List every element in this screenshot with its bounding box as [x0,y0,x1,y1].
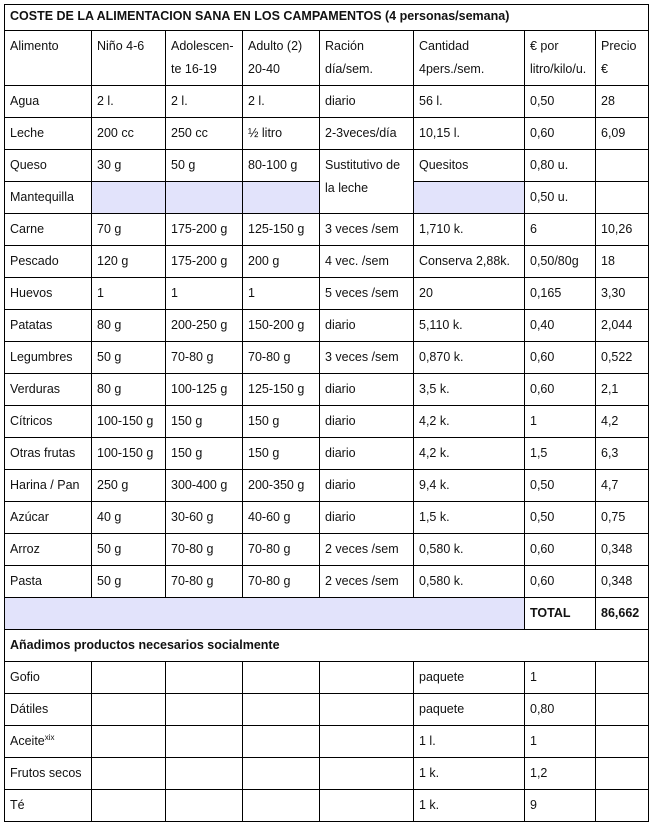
cell-alimento: Cítricos [5,406,92,438]
cell-racion: diario [320,374,414,406]
empty-cell [596,694,649,726]
cell-racion: diario [320,502,414,534]
cell-precio: 4,2 [596,406,649,438]
cell-unit: 0,60 [525,374,596,406]
cell-unit: 0,60 [525,342,596,374]
empty-cell [596,758,649,790]
empty-cell [92,758,166,790]
cell-nino: 50 g [92,534,166,566]
cell-cantidad: 0,580 k. [414,566,525,598]
table-row [5,470,649,502]
cell-adulto [243,182,320,214]
cell-nino: 200 cc [92,118,166,150]
cell-nino: 2 l. [92,86,166,118]
cell-alimento: Patatas [5,310,92,342]
cell-racion: Sustitutivo de la leche [320,150,414,214]
cell-racion: 2-3veces/día [320,118,414,150]
cell-unit: 1 [525,726,596,758]
cell-precio [596,182,649,214]
empty-cell [243,726,320,758]
cell-cantidad: 1,5 k. [414,502,525,534]
cell-alimento-label: Gofio [10,670,40,684]
cell-adulto: 150-200 g [243,310,320,342]
empty-cell [320,694,414,726]
cell-racion: 3 veces /sem [320,342,414,374]
cell-adol: 200-250 g [166,310,243,342]
cell-alimento: Queso [5,150,92,182]
cell-cantidad: 56 l. [414,86,525,118]
cell-alimento: Arroz [5,534,92,566]
cell-nino [92,182,166,214]
footnote-marker: xix [44,732,55,742]
table-row [5,342,649,374]
cell-cantidad: 0,580 k. [414,534,525,566]
cell-alimento [5,726,92,758]
empty-cell [92,790,166,822]
cell-precio: 0,348 [596,534,649,566]
cell-cantidad: 3,5 k. [414,374,525,406]
table-row [5,150,649,182]
cell-unit: 0,80 [525,694,596,726]
cell-adol: 175-200 g [166,214,243,246]
total-value: 86,662 [596,598,649,630]
cell-precio: 2,1 [596,374,649,406]
cell-nino: 120 g [92,246,166,278]
cell-precio: 3,30 [596,278,649,310]
cell-nino: 70 g [92,214,166,246]
cell-precio: 6,09 [596,118,649,150]
cell-precio: 6,3 [596,438,649,470]
cell-adulto: 150 g [243,438,320,470]
column-header: Adolescen-te 16-19 [166,31,243,86]
cell-unit: 0,60 [525,566,596,598]
total-label: TOTAL [525,598,596,630]
empty-cell [320,662,414,694]
cell-unit: 0,50 u. [525,182,596,214]
cell-adol: 300-400 g [166,470,243,502]
cell-nino: 80 g [92,374,166,406]
cell-alimento [5,790,92,822]
empty-cell [320,758,414,790]
cell-unit: 0,50/80g [525,246,596,278]
empty-cell [596,726,649,758]
table-row [5,86,649,118]
cell-alimento [5,694,92,726]
cell-alimento: Leche [5,118,92,150]
column-header: Precio € [596,31,649,86]
cell-alimento: Harina / Pan [5,470,92,502]
cell-alimento [5,758,92,790]
cell-adulto: 70-80 g [243,566,320,598]
cell-nino: 50 g [92,566,166,598]
cell-unit: 0,165 [525,278,596,310]
cell-alimento: Pasta [5,566,92,598]
empty-cell [596,790,649,822]
social-row [5,758,649,790]
cell-adulto: 1 [243,278,320,310]
social-row [5,694,649,726]
cell-adol: 175-200 g [166,246,243,278]
empty-cell [243,790,320,822]
empty-cell [243,758,320,790]
cell-adol: 250 cc [166,118,243,150]
cell-cantidad: 1 k. [414,790,525,822]
empty-cell [166,694,243,726]
cell-alimento-label: Aceite [10,734,45,748]
cell-alimento: Legumbres [5,342,92,374]
table-row [5,566,649,598]
cell-nino: 40 g [92,502,166,534]
table-row [5,406,649,438]
social-title-row [5,630,649,662]
table-row [5,534,649,566]
cell-adol: 100-125 g [166,374,243,406]
cell-nino: 80 g [92,310,166,342]
cell-adulto: 125-150 g [243,374,320,406]
cell-racion: diario [320,438,414,470]
empty-cell [243,662,320,694]
cell-cantidad: 4,2 k. [414,406,525,438]
cell-precio: 0,348 [596,566,649,598]
cell-cantidad: 1 k. [414,758,525,790]
cell-precio: 28 [596,86,649,118]
cell-racion: 5 veces /sem [320,278,414,310]
food-cost-table [4,4,649,822]
empty-cell [166,662,243,694]
cell-nino: 30 g [92,150,166,182]
cell-unit: 0,40 [525,310,596,342]
cell-nino: 100-150 g [92,406,166,438]
cell-unit: 1 [525,662,596,694]
cell-precio: 18 [596,246,649,278]
cell-adulto: ½ litro [243,118,320,150]
cell-alimento: Huevos [5,278,92,310]
cell-adulto: 125-150 g [243,214,320,246]
cell-adulto: 80-100 g [243,150,320,182]
cell-adulto: 150 g [243,406,320,438]
table-row [5,214,649,246]
table-row [5,278,649,310]
empty-cell [320,726,414,758]
cell-racion: 3 veces /sem [320,214,414,246]
cell-cantidad: paquete [414,694,525,726]
cell-precio: 0,75 [596,502,649,534]
empty-cell [92,662,166,694]
empty-cell [92,694,166,726]
cell-alimento-label: Dátiles [10,702,49,716]
cell-precio: 4,7 [596,470,649,502]
empty-cell [92,726,166,758]
table-row [5,118,649,150]
cell-unit: 1,2 [525,758,596,790]
empty-cell [166,726,243,758]
column-header: Cantidad 4pers./sem. [414,31,525,86]
cell-unit: 0,50 [525,470,596,502]
table-row [5,246,649,278]
cell-precio: 10,26 [596,214,649,246]
cell-adulto: 200 g [243,246,320,278]
cell-unit: 0,60 [525,118,596,150]
cell-precio: 2,044 [596,310,649,342]
cell-adol: 70-80 g [166,342,243,374]
cell-racion: diario [320,310,414,342]
empty-cell [320,790,414,822]
cell-racion: diario [320,86,414,118]
cell-adulto: 40-60 g [243,502,320,534]
cell-racion: diario [320,406,414,438]
cell-racion: 4 vec. /sem [320,246,414,278]
cell-adol [166,182,243,214]
cell-adulto: 200-350 g [243,470,320,502]
cell-alimento: Otras frutas [5,438,92,470]
cell-adulto: 70-80 g [243,534,320,566]
cell-alimento [5,662,92,694]
cell-adulto: 70-80 g [243,342,320,374]
column-header: Niño 4-6 [92,31,166,86]
cell-cantidad: 20 [414,278,525,310]
cell-cantidad: Conserva 2,88k. [414,246,525,278]
cell-alimento: Azúcar [5,502,92,534]
cell-alimento-label: Té [10,798,25,812]
cell-alimento: Carne [5,214,92,246]
cell-unit: 0,60 [525,534,596,566]
social-row [5,790,649,822]
cell-nino: 1 [92,278,166,310]
cell-racion: 2 veces /sem [320,566,414,598]
table-row [5,374,649,406]
table-row [5,502,649,534]
cell-adol: 150 g [166,406,243,438]
cell-unit: 0,50 [525,502,596,534]
column-header: Ración día/sem. [320,31,414,86]
cell-nino: 100-150 g [92,438,166,470]
empty-cell [243,694,320,726]
table-row [5,438,649,470]
cell-unit: 6 [525,214,596,246]
table-title: COSTE DE LA ALIMENTACION SANA EN LOS CAMPAMENTOS (4 personas/semana) [5,5,649,31]
cell-cantidad: 4,2 k. [414,438,525,470]
cell-racion: 2 veces /sem [320,534,414,566]
title-row [5,5,649,31]
column-header: € por litro/kilo/u. [525,31,596,86]
cell-unit: 1 [525,406,596,438]
cell-cantidad: 0,870 k. [414,342,525,374]
empty-cell [166,790,243,822]
cell-alimento: Mantequilla [5,182,92,214]
cell-nino: 50 g [92,342,166,374]
cell-adulto: 2 l. [243,86,320,118]
cell-precio [596,150,649,182]
total-row [5,598,649,630]
cell-adol: 70-80 g [166,534,243,566]
cell-alimento: Verduras [5,374,92,406]
empty-cell [166,758,243,790]
cell-adol: 50 g [166,150,243,182]
cell-nino: 250 g [92,470,166,502]
header-row [5,31,649,86]
social-row [5,726,649,758]
cell-cantidad [414,182,525,214]
cell-cantidad: Quesitos [414,150,525,182]
cell-unit: 1,5 [525,438,596,470]
cell-precio: 0,522 [596,342,649,374]
cell-adol: 30-60 g [166,502,243,534]
table-row [5,310,649,342]
social-row [5,662,649,694]
social-title: Añadimos productos necesarios socialmente [5,630,649,662]
cell-alimento: Agua [5,86,92,118]
cell-alimento: Pescado [5,246,92,278]
cell-cantidad: 10,15 l. [414,118,525,150]
cell-unit: 0,50 [525,86,596,118]
column-header: Alimento [5,31,92,86]
cell-adol: 1 [166,278,243,310]
cell-cantidad: 5,110 k. [414,310,525,342]
empty-cell [596,662,649,694]
cell-racion: diario [320,470,414,502]
cell-cantidad: 1 l. [414,726,525,758]
cell-adol: 70-80 g [166,566,243,598]
cell-cantidad: paquete [414,662,525,694]
cell-cantidad: 1,710 k. [414,214,525,246]
cell-alimento-label: Frutos secos [10,766,82,780]
cell-cantidad: 9,4 k. [414,470,525,502]
cell-adol: 2 l. [166,86,243,118]
cell-unit: 0,80 u. [525,150,596,182]
column-header: Adulto (2) 20-40 [243,31,320,86]
total-spacer [5,598,525,630]
cell-adol: 150 g [166,438,243,470]
cell-unit: 9 [525,790,596,822]
